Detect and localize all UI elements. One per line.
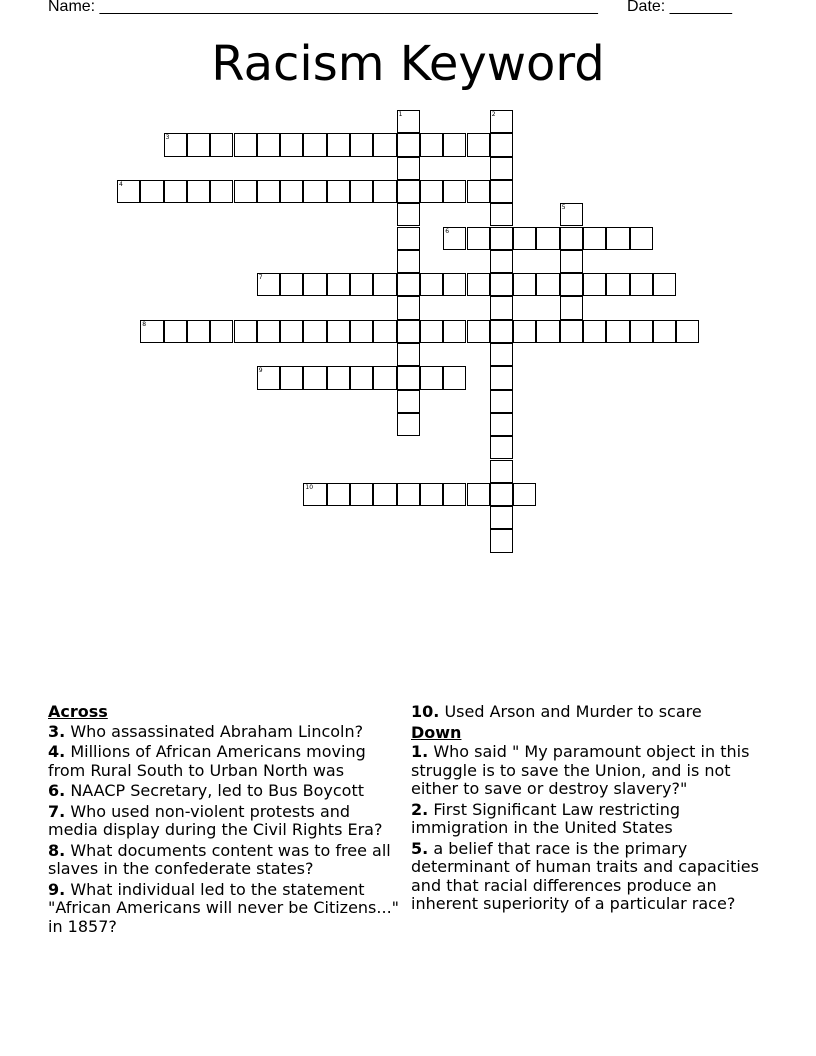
crossword-cell[interactable] — [280, 273, 303, 296]
crossword-cell[interactable] — [397, 343, 420, 366]
clue-number: 6. — [48, 781, 66, 800]
clue-number: 10. — [411, 702, 440, 721]
crossword-cell[interactable] — [490, 180, 513, 203]
crossword-cell[interactable] — [490, 296, 513, 319]
crossword-cell[interactable] — [536, 227, 559, 250]
crossword-cell[interactable] — [397, 296, 420, 319]
cell-number: 9 — [258, 367, 263, 375]
crossword-cell[interactable] — [397, 110, 420, 133]
crossword-cell[interactable] — [467, 180, 490, 203]
crossword-cell[interactable] — [420, 366, 443, 389]
crossword-cell[interactable] — [140, 180, 163, 203]
cell-number: 5 — [561, 204, 566, 212]
crossword-cell[interactable] — [513, 273, 536, 296]
crossword-cell[interactable] — [630, 273, 653, 296]
clue-number: 8. — [48, 840, 66, 860]
crossword-cell[interactable] — [350, 366, 373, 389]
crossword-cell[interactable] — [467, 320, 490, 343]
crossword-cell[interactable] — [280, 180, 303, 203]
crossword-cell[interactable] — [397, 133, 420, 156]
crossword-cell[interactable] — [653, 320, 676, 343]
cell-number: 4 — [119, 180, 123, 188]
across-clue-9 — [48, 881, 400, 937]
crossword-cell[interactable] — [350, 483, 373, 506]
cell-number: 8 — [142, 320, 147, 328]
crossword-cell[interactable] — [164, 133, 187, 156]
crossword-cell[interactable] — [490, 343, 513, 366]
crossword-cell[interactable] — [280, 366, 303, 389]
crossword-cell[interactable] — [397, 203, 420, 226]
crossword-cell[interactable] — [443, 133, 466, 156]
clue-number: 4. — [48, 742, 66, 761]
crossword-cell[interactable] — [443, 320, 466, 343]
clues-left-column — [48, 703, 400, 938]
crossword-cell[interactable] — [490, 320, 513, 343]
crossword-cell[interactable] — [397, 157, 420, 180]
crossword-cell[interactable] — [117, 180, 140, 203]
clue-number: 2. — [411, 799, 429, 819]
crossword-cell[interactable] — [560, 296, 583, 319]
crossword-cell[interactable] — [583, 227, 606, 250]
clue-text: What individual led to the statement "African Americans will never be Citizens..." in 1857? — [48, 879, 400, 936]
crossword-cell[interactable] — [187, 180, 210, 203]
cell-number: 2 — [491, 111, 496, 118]
crossword-cell[interactable] — [397, 180, 420, 203]
crossword-cell[interactable] — [420, 483, 443, 506]
crossword-cell[interactable] — [606, 273, 629, 296]
across-clue-4 — [48, 743, 400, 780]
crossword-cell[interactable] — [560, 250, 583, 273]
clue-number: 9. — [48, 879, 66, 899]
across-clue-6 — [48, 782, 400, 801]
down-heading: Down — [411, 722, 462, 742]
crossword-cell[interactable] — [420, 133, 443, 156]
crossword-cell[interactable] — [257, 180, 280, 203]
crossword-cell[interactable] — [327, 180, 350, 203]
crossword-cell[interactable] — [350, 180, 373, 203]
clue-text: Used Arson and Murder to scare — [444, 702, 702, 721]
crossword-cell[interactable] — [630, 320, 653, 343]
clue-text: Millions of African Americans moving from Rural South to Urban North was — [48, 742, 366, 780]
crossword-cell[interactable] — [560, 273, 583, 296]
crossword-cell[interactable] — [350, 320, 373, 343]
clue-text: NAACP Secretary, led to Bus Boycott — [70, 781, 364, 800]
crossword-cell[interactable] — [420, 273, 443, 296]
crossword-cell[interactable] — [350, 273, 373, 296]
crossword-cell[interactable] — [397, 273, 420, 296]
cell-number: 7 — [258, 274, 263, 282]
crossword-cell[interactable] — [164, 180, 187, 203]
clue-number: 3. — [48, 721, 66, 741]
cell-number: 6 — [445, 227, 450, 235]
crossword-cell[interactable] — [397, 227, 420, 250]
crossword-cell[interactable] — [397, 413, 420, 436]
across-clue-3 — [48, 723, 400, 742]
cell-number: 10 — [305, 483, 314, 491]
crossword-cell[interactable] — [234, 180, 257, 203]
crossword-cell[interactable] — [560, 227, 583, 250]
crossword-cell[interactable] — [350, 133, 373, 156]
clue-text: Who said " My paramount object in this struggle is to save the Union, and is not either to save or destroy slavery?" — [411, 742, 750, 798]
crossword-cell[interactable] — [303, 320, 326, 343]
crossword-cell[interactable] — [467, 133, 490, 156]
crossword-cell[interactable] — [373, 273, 396, 296]
crossword-cell[interactable] — [327, 273, 350, 296]
crossword-cell[interactable] — [397, 483, 420, 506]
clue-text: Who used non-violent protests and media display during the Civil Rights Era? — [48, 801, 383, 839]
crossword-cell[interactable] — [327, 483, 350, 506]
crossword-cell[interactable] — [490, 203, 513, 226]
crossword-cell[interactable] — [303, 366, 326, 389]
clue-number: 7. — [48, 801, 66, 821]
clue-number: 1. — [411, 742, 429, 761]
crossword-cell[interactable] — [303, 273, 326, 296]
crossword-cell[interactable] — [443, 180, 466, 203]
crossword-cell[interactable] — [234, 320, 257, 343]
crossword-cell[interactable] — [373, 366, 396, 389]
crossword-cell[interactable] — [187, 133, 210, 156]
crossword-cell[interactable] — [327, 366, 350, 389]
crossword-cell[interactable] — [140, 320, 163, 343]
crossword-cell[interactable] — [234, 133, 257, 156]
clues-right-column — [411, 703, 771, 916]
crossword-cell[interactable] — [420, 180, 443, 203]
crossword-cell[interactable] — [467, 227, 490, 250]
crossword-cell[interactable] — [536, 273, 559, 296]
crossword-cell[interactable] — [280, 320, 303, 343]
crossword-cell[interactable] — [490, 227, 513, 250]
down-clue-1 — [411, 743, 771, 799]
crossword-cell[interactable] — [490, 273, 513, 296]
crossword-cell[interactable] — [490, 250, 513, 273]
crossword-cell[interactable] — [187, 320, 210, 343]
crossword-cell[interactable] — [210, 320, 233, 343]
crossword-cell[interactable] — [327, 320, 350, 343]
crossword-cell[interactable] — [303, 133, 326, 156]
crossword-cell[interactable] — [257, 273, 280, 296]
crossword-cell[interactable] — [490, 110, 513, 133]
across-clue-7 — [48, 803, 400, 840]
crossword-cell[interactable] — [560, 320, 583, 343]
crossword-cell[interactable] — [513, 320, 536, 343]
crossword-cell[interactable] — [536, 320, 559, 343]
crossword-cell[interactable] — [513, 227, 536, 250]
cell-number: 1 — [398, 111, 403, 118]
crossword-cell[interactable] — [490, 436, 513, 459]
crossword-cell[interactable] — [630, 227, 653, 250]
crossword-cell[interactable] — [560, 203, 583, 226]
crossword-cell[interactable] — [257, 366, 280, 389]
crossword-cell[interactable] — [210, 180, 233, 203]
crossword-cell[interactable] — [420, 320, 443, 343]
crossword-cell[interactable] — [490, 460, 513, 483]
crossword-cell[interactable] — [606, 320, 629, 343]
crossword-cell[interactable] — [676, 320, 699, 343]
across-heading: Across — [48, 702, 108, 721]
crossword-cell[interactable] — [490, 390, 513, 413]
crossword-cell[interactable] — [583, 320, 606, 343]
crossword-cell[interactable] — [490, 483, 513, 506]
clue-text: a belief that race is the primary determinant of human traits and capacities and that racial differences produce an inherent superiority of a particular race? — [411, 838, 759, 913]
crossword-cell[interactable] — [490, 529, 513, 552]
crossword-cell[interactable] — [257, 133, 280, 156]
crossword-cell[interactable] — [303, 180, 326, 203]
crossword-cell[interactable] — [583, 273, 606, 296]
crossword-cell[interactable] — [303, 483, 326, 506]
across-clue-8 — [48, 842, 400, 879]
crossword-cell[interactable] — [397, 390, 420, 413]
crossword-cell[interactable] — [373, 133, 396, 156]
across-clue-10 — [411, 703, 771, 722]
cell-number: 3 — [165, 134, 170, 142]
crossword-cell[interactable] — [397, 250, 420, 273]
crossword-cell[interactable] — [327, 133, 350, 156]
crossword-cell[interactable] — [397, 366, 420, 389]
crossword-cell[interactable] — [490, 366, 513, 389]
crossword-cell[interactable] — [397, 320, 420, 343]
crossword-cell[interactable] — [443, 483, 466, 506]
date-field[interactable]: Date: _______ — [627, 0, 732, 15]
crossword-cell[interactable] — [257, 320, 280, 343]
crossword-cell[interactable] — [373, 180, 396, 203]
crossword-cell[interactable] — [210, 133, 233, 156]
crossword-cell[interactable] — [490, 506, 513, 529]
name-field[interactable]: Name: ________________________________________________________ — [48, 0, 598, 15]
clue-number: 5. — [411, 838, 429, 858]
clue-text: First Significant Law restricting immigration in the United States — [411, 799, 680, 837]
crossword-cell[interactable] — [490, 133, 513, 156]
crossword-cell[interactable] — [467, 483, 490, 506]
crossword-cell[interactable] — [373, 483, 396, 506]
down-clue-5 — [411, 840, 771, 914]
crossword-cell[interactable] — [490, 157, 513, 180]
crossword-cell[interactable] — [513, 483, 536, 506]
crossword-cell[interactable] — [443, 273, 466, 296]
crossword-cell[interactable] — [490, 413, 513, 436]
clue-text: Who assassinated Abraham Lincoln? — [70, 721, 364, 741]
down-clue-2 — [411, 801, 771, 838]
crossword-cell[interactable] — [467, 273, 490, 296]
crossword-cell[interactable] — [373, 320, 396, 343]
clue-text: What documents content was to free all slaves in the confederate states? — [48, 840, 391, 878]
crossword-cell[interactable] — [606, 227, 629, 250]
crossword-cell[interactable] — [443, 366, 466, 389]
crossword-cell[interactable] — [653, 273, 676, 296]
page-title: Racism Keyword — [211, 36, 605, 92]
crossword-cell[interactable] — [280, 133, 303, 156]
crossword-cell[interactable] — [164, 320, 187, 343]
crossword-cell[interactable] — [443, 227, 466, 250]
